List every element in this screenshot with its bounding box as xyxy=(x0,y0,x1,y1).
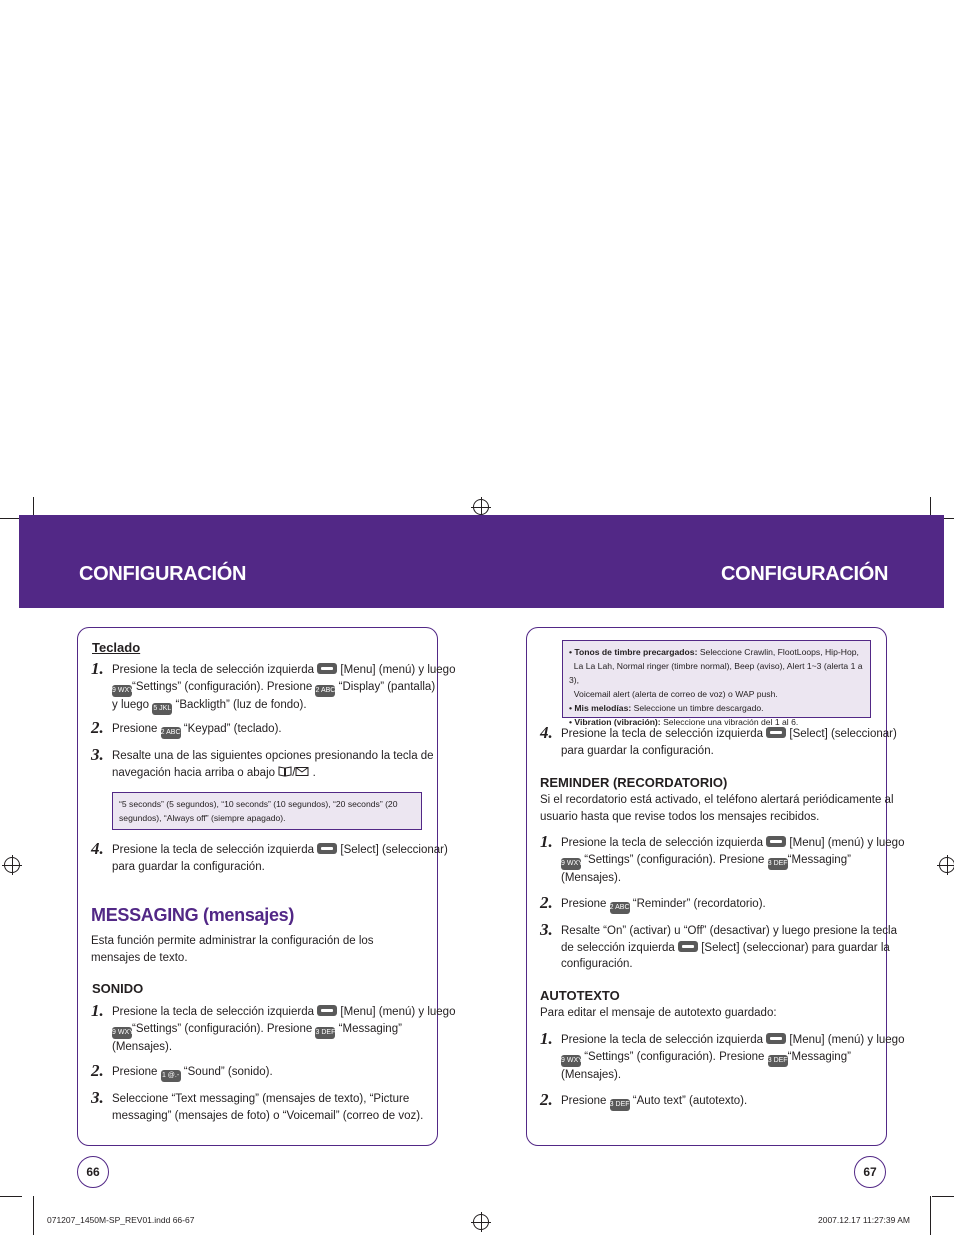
key-3-icon: 3 DEF xyxy=(768,1055,788,1067)
ringtone-options-note: • Tonos de timbre precargados: Seleccione Crawlin, FlootLoops, Hip-Hop, La La Lah, Normal ringer (timbre normal), Beep (aviso), Alert 1~3 (alerta 1 a 3), Voicemail alert (alerta de correo de voz) o WAP push. • Mis melodías: Seleccione un timbre descargado. • Vibration (vibración): Seleccione una vibración del 1 al 6. xyxy=(562,640,871,718)
left-softkey-icon xyxy=(317,663,337,674)
registration-mark-icon xyxy=(939,857,954,873)
step-number: 1. xyxy=(540,832,553,851)
reminder-intro: Si el recordatorio está activado, el teléfono alertará periódicamente al usuario hasta que revise todos los mensajes recibidos. xyxy=(540,794,894,823)
step-number: 1. xyxy=(91,659,104,678)
left-softkey-icon xyxy=(766,1033,786,1044)
page-number-right: 67 xyxy=(854,1156,886,1188)
step-number: 3. xyxy=(91,1088,104,1107)
step-text: Presione 3 DEF “Auto text” (autotexto). xyxy=(561,1093,747,1111)
step-text: Presione la tecla de selección izquierda [Menu] (menú) y luego 9 WXYZ“Settings” (configuración). Presione 2 ABC “Display” (pantalla) y luego 5 JKL “Backligth” (luz de fondo). xyxy=(112,662,455,715)
key-3-icon: 3 DEF xyxy=(315,1027,335,1039)
step-number: 1. xyxy=(91,1001,104,1020)
step-number: 1. xyxy=(540,1029,553,1048)
page-number-left: 66 xyxy=(77,1156,109,1188)
page-title-left: CONFIGURACIÓN xyxy=(79,563,247,585)
step-number: 2. xyxy=(540,1090,553,1109)
page-title-right: CONFIGURACIÓN xyxy=(721,563,889,585)
envelope-icon xyxy=(295,766,309,777)
header-band xyxy=(19,515,944,608)
registration-mark-icon xyxy=(4,857,20,873)
left-softkey-icon xyxy=(678,941,698,952)
crop-mark xyxy=(33,1196,34,1235)
key-9-icon: 9 WXYZ xyxy=(561,1055,581,1067)
key-2-icon: 2 ABC xyxy=(610,902,630,914)
crop-mark xyxy=(932,1196,954,1197)
footer-filename: 071207_1450M-SP_REV01.indd 66-67 xyxy=(47,1215,195,1225)
step-number: 2. xyxy=(540,893,553,912)
registration-mark-icon xyxy=(473,499,489,515)
key-3-icon: 3 DEF xyxy=(610,1099,630,1111)
key-9-icon: 9 WXYZ xyxy=(112,685,132,697)
step-text: Presione 1 @.- “Sound” (sonido). xyxy=(112,1064,273,1082)
step-text: Presione 2 ABC “Reminder” (recordatorio). xyxy=(561,896,766,914)
step-text: Presione la tecla de selección izquierda [Select] (seleccionar) para guardar la configuración. xyxy=(561,728,897,757)
step-text: Presione la tecla de selección izquierda [Menu] (menú) y luego 9 WXYZ“Settings” (configuración). Presione 3 DEF “Messaging” (Mensajes). xyxy=(112,1006,456,1053)
step-text: Presione 2 ABC “Keypad” (teclado). xyxy=(112,721,282,739)
key-1-icon: 1 @.- xyxy=(161,1070,181,1082)
autotexto-intro: Para editar el mensaje de autotexto guardado: xyxy=(540,1007,777,1019)
step-text: Presione la tecla de selección izquierda [Menu] (menú) y luego 9 WXYZ “Settings” (configuración). Presione 3 DEF“Messaging” (Mensajes). xyxy=(561,837,905,884)
left-softkey-icon xyxy=(766,836,786,847)
autotexto-heading: AUTOTEXTO xyxy=(540,988,620,1003)
key-5-icon: 5 JKL xyxy=(152,703,172,715)
step-text: Resalte “On” (activar) u “Off” (desactivar) y luego presione la tecla de selección izquierda [Select] (seleccionar) para guardar la configuración. xyxy=(561,925,897,970)
messaging-heading: MESSAGING (mensajes) xyxy=(91,905,295,925)
step-number: 4. xyxy=(540,723,553,742)
book-icon xyxy=(278,766,292,777)
step-number: 3. xyxy=(91,745,104,764)
key-2-icon: 2 ABC xyxy=(315,685,335,697)
registration-mark-icon xyxy=(473,1214,489,1230)
teclado-heading: Teclado xyxy=(92,640,141,655)
step-text: Resalte una de las siguientes opciones presionando la tecla de navegación hacia arriba o abajo / . xyxy=(112,750,434,779)
step-number: 2. xyxy=(91,1061,104,1080)
key-9-icon: 9 WXYZ xyxy=(561,858,581,870)
crop-mark xyxy=(930,1196,931,1235)
key-9-icon: 9 WXYZ xyxy=(112,1027,132,1039)
sonido-heading: SONIDO xyxy=(92,981,144,996)
step-number: 4. xyxy=(91,839,104,858)
key-2-icon: 2 ABC xyxy=(161,727,181,739)
crop-mark xyxy=(0,1196,22,1197)
teclado-options-note: “5 seconds” (5 segundos), “10 seconds” (10 segundos), “20 seconds” (20 segundos), “Always off” (siempre apagado). xyxy=(112,792,422,830)
step-number: 2. xyxy=(91,718,104,737)
footer-timestamp: 2007.12.17 11:27:39 AM xyxy=(818,1215,911,1225)
left-softkey-icon xyxy=(317,843,337,854)
left-softkey-icon xyxy=(766,727,786,738)
messaging-intro: Esta función permite administrar la configuración de los mensajes de texto. xyxy=(91,935,374,964)
key-3-icon: 3 DEF xyxy=(768,858,788,870)
step-text: Seleccione “Text messaging” (mensajes de texto), “Picture messaging” (mensajes de foto) o “Voicemail” (correo de voz). xyxy=(112,1093,424,1122)
step-text: Presione la tecla de selección izquierda [Menu] (menú) y luego 9 WXYZ “Settings” (configuración). Presione 3 DEF“Messaging” (Mensajes). xyxy=(561,1034,905,1081)
step-number: 3. xyxy=(540,920,553,939)
reminder-heading: REMINDER (RECORDATORIO) xyxy=(540,775,728,790)
step-text: Presione la tecla de selección izquierda [Select] (seleccionar) para guardar la configuración. xyxy=(112,844,448,873)
left-softkey-icon xyxy=(317,1005,337,1016)
